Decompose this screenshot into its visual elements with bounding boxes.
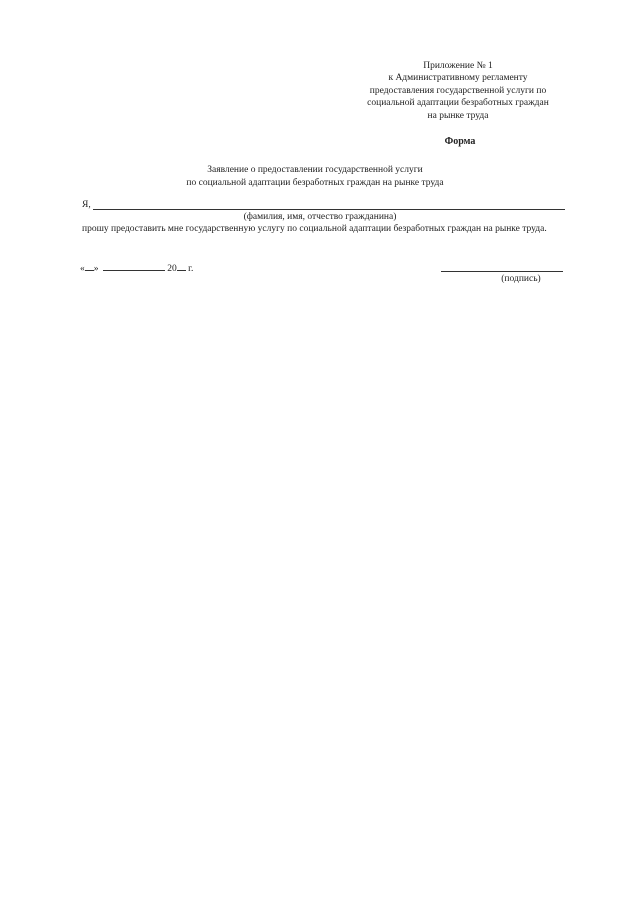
appendix-line: Приложение № 1	[423, 61, 493, 71]
statement-title-line: по социальной адаптации безработных граждан на рынке труда	[186, 177, 444, 188]
appendix-line: социальной адаптации безработных граждан	[367, 98, 549, 109]
appendix-header	[338, 60, 578, 122]
appendix-line: на рынке труда	[427, 110, 489, 121]
year-prefix: 20	[167, 264, 177, 274]
month-blank	[103, 262, 165, 271]
form-label: Форма	[444, 136, 476, 147]
applicant-name-line	[93, 209, 565, 210]
appendix-line: предоставления государственной услуги по	[369, 85, 547, 96]
signature-line	[441, 271, 563, 272]
applicant-name-hint: (фамилия, имя, отчество гражданина)	[243, 212, 397, 222]
statement-title	[150, 164, 480, 189]
request-text: прошу предоставить мне государственную услугу по социальной адаптации безработных граждан на рынке труда.	[82, 224, 547, 234]
signature-hint: (подпись)	[501, 274, 541, 284]
year-suffix: г.	[188, 264, 194, 274]
date-field	[80, 262, 193, 275]
date-open-quote: «	[80, 264, 85, 274]
year-blank	[177, 262, 186, 271]
date-close-quote: »	[93, 264, 99, 274]
day-blank	[85, 262, 94, 271]
applicant-prefix: Я,	[82, 200, 91, 210]
appendix-line: к Административному регламенту	[388, 73, 528, 84]
statement-title-line: Заявление о предоставлении государственной услуги	[207, 165, 423, 175]
